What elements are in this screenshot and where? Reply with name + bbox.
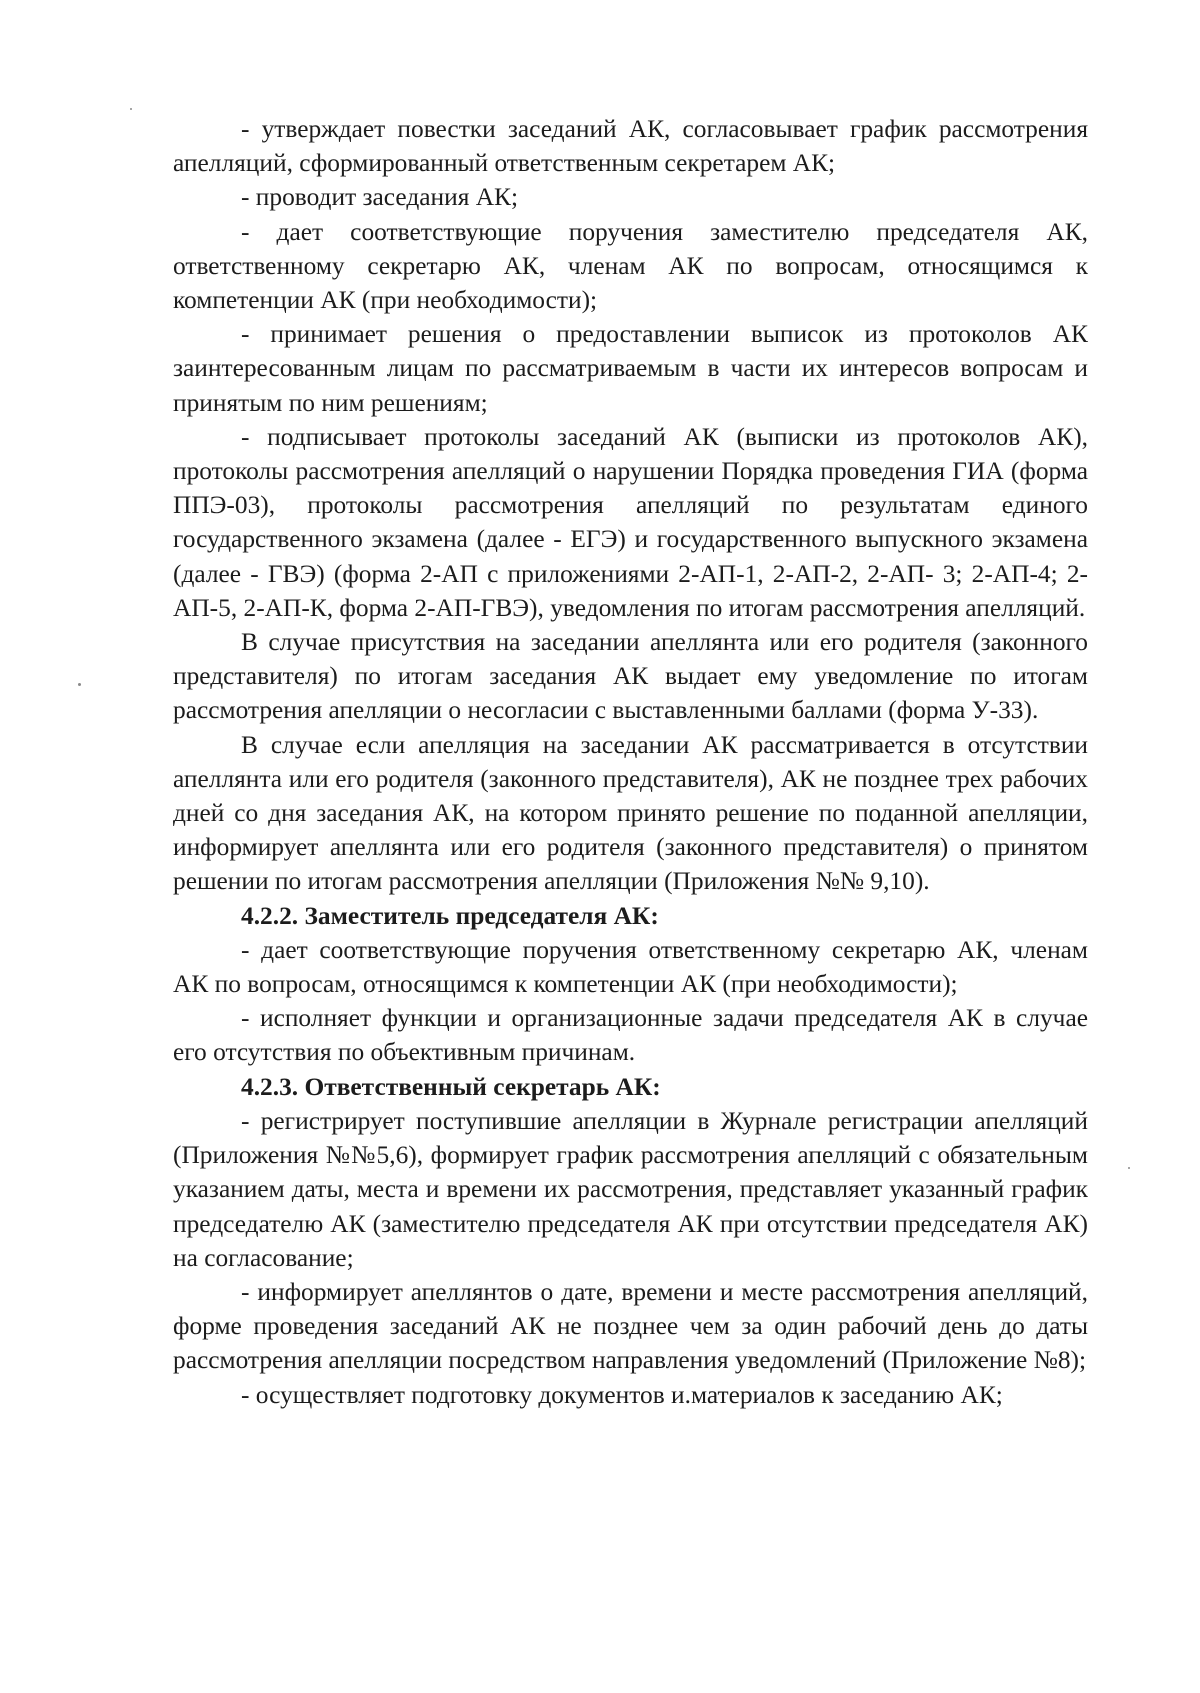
paragraph-deputy-acting: - исполняет функции и организационные задачи председателя АК в случае его отсутствия по объективным причинам. [173,1004,1088,1067]
paragraph-registers-appeals: - регистрирует поступившие апелляции в Журнале регистрации апелляций (Приложения №№5,6), формирует график рассмотрения апелляций с обязательным указанием даты, места и времени их рассмотрения, представляет указанный график председателю АК (заместителю председателя АК при отсутствии председателя АК) на согласование; [173,1106,1088,1272]
paragraph-gives-instructions: - дает соответствующие поручения заместителю председателя АК, ответственному секретарю АК, членам АК по вопросам, относящимся к компетенции АК (при необходимости); [173,217,1088,315]
scan-speck [130,108,132,110]
paragraph-informs-applicants: - информирует апеллянтов о дате, времени и месте рассмотрения апелляций, форме проведения заседаний АК не позднее чем за один рабочий день до даты рассмотрения апелляции посредством направления уведомлений (Приложение №8); [173,1277,1088,1375]
paragraph-extracts-decision: - принимает решения о предоставлении выписок из протоколов АК заинтересованным лицам по рассматриваемым в части их интересов вопросам и принятым по ним решениям; [173,320,1088,417]
paragraph-holds-meetings: - проводит заседания АК; [241,183,519,212]
paragraph-applicant-present: В случае присутствия на заседании апеллянта или его родителя (законного представителя) по итогам заседания АК выдает ему уведомление по итогам рассмотрения апелляции о несогласии с выставленными баллами (форма У-33). [173,628,1088,725]
paragraph-approves-agenda: - утверждает повестки заседаний АК, согласовывает график рассмотрения апелляций, сформированный ответственным секретарем АК; [173,115,1088,178]
scan-speck [1128,1167,1130,1169]
section-heading-deputy-chair: 4.2.2. Заместитель председателя АК: [241,901,659,930]
section-heading-secretary: 4.2.3. Ответственный секретарь АК: [241,1072,661,1101]
paragraph-signs-protocols: - подписывает протоколы заседаний АК (выписки из протоколов АК), протоколы рассмотрения апелляций о нарушении Порядка проведения ГИА (форма ППЭ-03), протоколы рассмотрения апелляций по результатам единого государственного экзамена (далее - ЕГЭ) и государственного выпускного экзамена (далее - ГВЭ) (форма 2-АП с приложениями 2-АП-1, 2-АП-2, 2-АП- 3; 2-АП-4; 2-АП-5, 2-АП-К, форма 2-АП-ГВЭ), уведомления по итогам рассмотрения апелляций. [173,422,1088,622]
document-body [173,112,1088,1412]
paragraph-applicant-absent: В случае если апелляция на заседании АК рассматривается в отсутствии апеллянта или его родителя (законного представителя), АК не позднее трех рабочих дней со дня заседания АК, на котором принято решение по поданной апелляции, информирует апеллянта или его родителя (законного представителя) о принятом решении по итогам рассмотрения апелляции (Приложения №№ 9,10). [173,730,1088,896]
paragraph-prepares-documents: - осуществляет подготовку документов и.материалов к заседанию АК; [241,1380,1003,1409]
paragraph-deputy-instructions: - дает соответствующие поручения ответственному секретарю АК, членам АК по вопросам, относящимся к компетенции АК (при необходимости); [173,935,1088,999]
scan-speck [78,683,81,686]
